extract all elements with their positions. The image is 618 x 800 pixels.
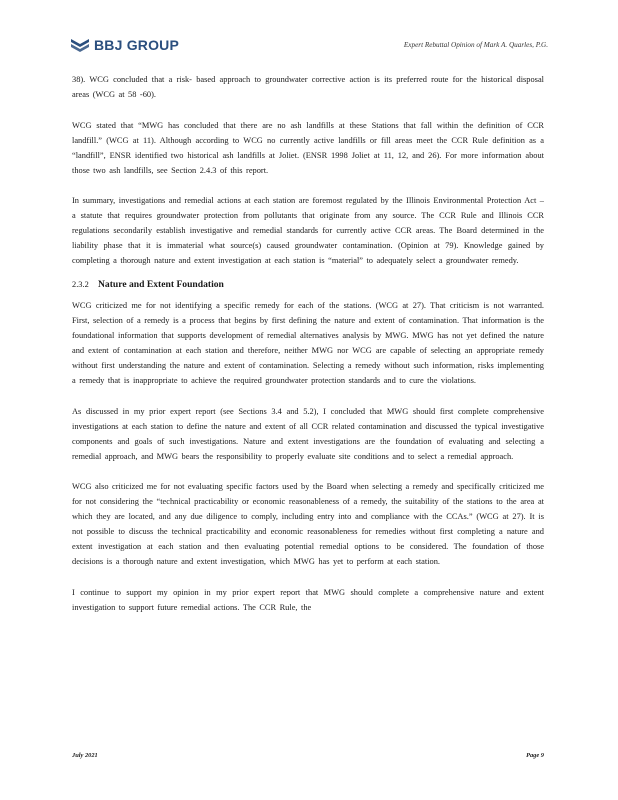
footer-date: July 2021: [72, 752, 98, 759]
section-title: Nature and Extent Foundation: [98, 279, 224, 290]
document-body: [72, 72, 544, 630]
paragraph: WCG also criticized me for not evaluating specific factors used by the Board when selecting a remedy and specifically criticized me for not considering the “technical practicability or economic reasonableness of a remedy, the suitability of the stations to the area at which they are located, and any due diligence to comply, including entry into and compliance with the CCAs.” (WCG at 27). It is not possible to discuss the technical practicability and economic reasonableness for remedies without first completing a nature and extent investigation at each station and then evaluating potential remedial options to be considered. The foundation of those decisions is a thorough nature and extent investigation, which MWG has yet to perform at each station.: [72, 482, 544, 566]
paragraph: WCG criticized me for not identifying a specific remedy for each of the stations. (WCG at 27). That criticism is not warranted. First, selection of a remedy is a process that begins by first defining the nature and extent of contamination. That information is the foundational information that supports development of remedial alternatives analysis by MWG. MWG has not yet defined the nature and extent of contamination at each station and therefore, neither MWG nor WCG are capable of selecting an appropriate remedy without first understanding the nature and extent of contamination. Selecting a remedy without such information, risks implementing a remedy that is inappropriate to achieve the required groundwater protection standards and to cure the violations.: [72, 301, 544, 385]
paragraph: I continue to support my opinion in my prior expert report that MWG should complete a comprehensive nature and extent investigation to support future remedial actions. The CCR Rule, the: [72, 587, 544, 612]
paragraph: In summary, investigations and remedial actions at each station are foremost regulated by the Illinois Environmental Protection Act – a statute that requires groundwater protection from pollutants that originate from any source. The CCR Rule and Illinois CCR regulations secondarily establish investigative and remedial standards for currently active CCR areas. The Board determined in the liability phase that it is immaterial what source(s) caused groundwater contamination. (Opinion at 79). Knowledge gained by completing a thorough nature and extent investigation at each station is “material” to adequately select a groundwater remedy.: [72, 196, 544, 265]
page-number: Page 9: [526, 752, 544, 759]
section-number: 2.3.2: [72, 280, 89, 289]
paragraph: WCG stated that “MWG has concluded that there are no ash landfills at these Stations that fall within the definition of CCR landfill.” (WCG at 11). Although according to WCG no currently active landfills or fill areas meet the CCR Rule definition as a “landfill”, ENSR identified two historical ash landfills at Joliet. (ENSR 1998 Joliet at 11, 12, and 26). For more information about those two ash landfills, see Section 2.4.3 of this report.: [72, 120, 544, 175]
bbj-logo-icon: [70, 36, 90, 54]
logo-text: BBJ GROUP: [94, 37, 180, 53]
running-title: Expert Rebuttal Opinion of Mark A. Quarles, P.G.: [403, 41, 548, 49]
page-header: [70, 34, 548, 58]
company-logo: [70, 34, 179, 56]
paragraph: 38). WCG concluded that a risk- based approach to groundwater corrective action is its preferred route for the historical disposal areas (WCG at 58 -60).: [72, 75, 544, 99]
paragraph: As discussed in my prior expert report (see Sections 3.4 and 5.2), I concluded that MWG should first complete comprehensive investigations at each station to define the nature and extent of all CCR related contamination and discussed the typical investigative components and goals of such investigations. Nature and extent investigations are the foundation of evaluating and selecting a remedial approach, and MWG bears the responsibility to properly evaluate site conditions and to select a remedial approach.: [72, 406, 544, 461]
section-heading: [72, 279, 544, 290]
